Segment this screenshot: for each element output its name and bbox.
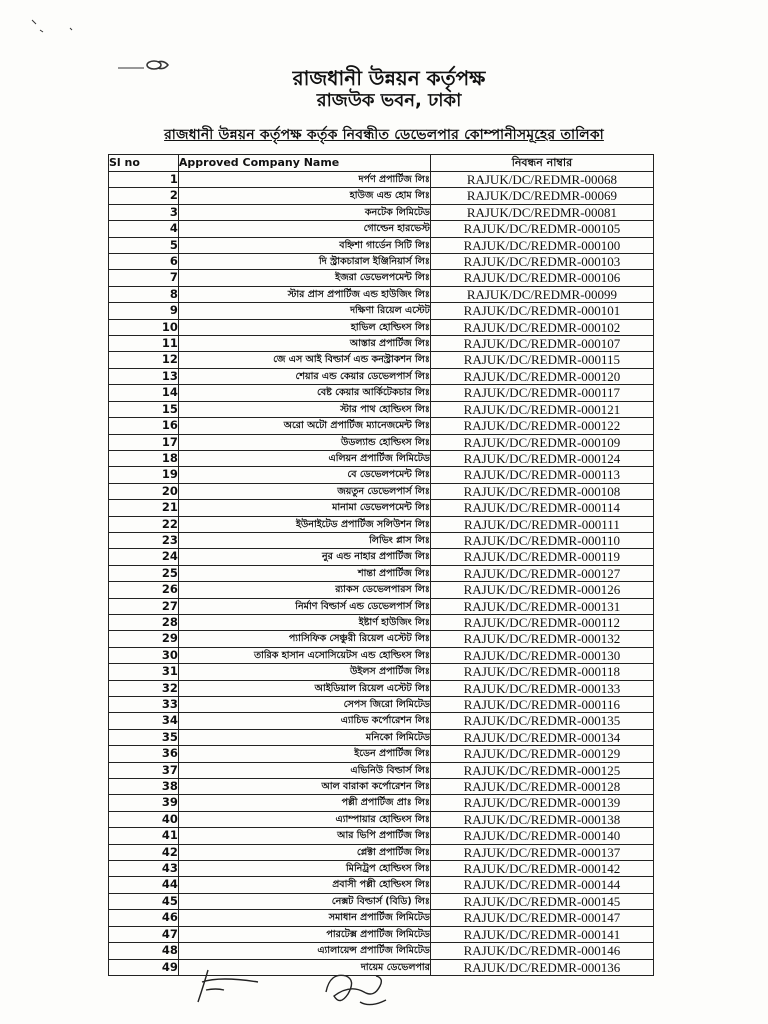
registration-number-cell: RAJUK/DC/REDMR-000131: [430, 598, 653, 614]
company-name-cell: বহ্নিশা গার্ডেন সিটি লিঃ: [178, 237, 430, 253]
table-header-row: [109, 155, 654, 172]
registration-number-cell: RAJUK/DC/REDMR-000115: [430, 352, 653, 368]
serial-cell: 24: [109, 549, 179, 565]
company-name-cell: পারটেক্স প্রপার্টিজ লিমিটেড: [178, 926, 430, 942]
registration-number-cell: RAJUK/DC/REDMR-000146: [430, 943, 653, 959]
registration-number-cell: RAJUK/DC/REDMR-000119: [430, 549, 653, 565]
company-name-cell: র‍্যাকস ডেভেলপারস লিঃ: [178, 582, 430, 598]
registration-number-cell: RAJUK/DC/REDMR-000127: [430, 565, 653, 581]
registration-number-cell: RAJUK/DC/REDMR-000125: [430, 762, 653, 778]
company-name-cell: সমাধান প্রপার্টিজ লিমিটেড: [178, 910, 430, 926]
company-name-cell: এভিনিউ বিল্ডার্স লিঃ: [178, 762, 430, 778]
registration-number-cell: RAJUK/DC/REDMR-000111: [430, 516, 653, 532]
table-row: [109, 319, 654, 335]
company-name-cell: ইজরা ডেভেলপমেন্ট লিঃ: [178, 270, 430, 286]
registration-number-cell: RAJUK/DC/REDMR-000134: [430, 729, 653, 745]
registration-number-cell: RAJUK/DC/REDMR-000144: [430, 877, 653, 893]
serial-cell: 5: [109, 237, 179, 253]
signature-2: [320, 962, 392, 1014]
company-name-cell: আস্তার প্রপার্টিজ লিঃ: [178, 336, 430, 352]
registration-number-cell: RAJUK/DC/REDMR-000110: [430, 532, 653, 548]
serial-cell: 20: [109, 483, 179, 499]
table-row: [109, 598, 654, 614]
serial-cell: 34: [109, 713, 179, 729]
table-row: [109, 861, 654, 877]
registration-number-cell: RAJUK/DC/REDMR-000139: [430, 795, 653, 811]
company-name-cell: গোল্ডেন হারভেস্ট: [178, 221, 430, 237]
serial-cell: 31: [109, 664, 179, 680]
table-row: [109, 270, 654, 286]
serial-cell: 23: [109, 532, 179, 548]
developer-company-table: [108, 154, 654, 976]
company-name-cell: আইডিয়াল রিয়েল এস্টেট লিঃ: [178, 680, 430, 696]
table-row: [109, 254, 654, 270]
company-name-cell: হাভিল হোল্ডিংস লিঃ: [178, 319, 430, 335]
company-name-cell: স্টার পাথ হোল্ডিংস লিঃ: [178, 401, 430, 417]
serial-cell: 22: [109, 516, 179, 532]
table-row: [109, 467, 654, 483]
table-row: [109, 697, 654, 713]
table-row: [109, 385, 654, 401]
serial-cell: 45: [109, 893, 179, 909]
registration-number-cell: RAJUK/DC/REDMR-000138: [430, 811, 653, 827]
company-name-cell: আল বারাকা কর্পোরেশন লিঃ: [178, 779, 430, 795]
serial-cell: 43: [109, 861, 179, 877]
serial-cell: 9: [109, 303, 179, 319]
table-row: [109, 368, 654, 384]
registration-number-cell: RAJUK/DC/REDMR-000129: [430, 746, 653, 762]
company-name-cell: আর ভিপি প্রপার্টিজ লিঃ: [178, 828, 430, 844]
company-name-cell: মিনিট্রপ হোল্ডিংস লিঃ: [178, 861, 430, 877]
table-row: [109, 188, 654, 204]
table-row: [109, 680, 654, 696]
registration-number-cell: RAJUK/DC/REDMR-00099: [430, 286, 653, 302]
table-row: [109, 828, 654, 844]
serial-cell: 19: [109, 467, 179, 483]
table-row: [109, 516, 654, 532]
company-name-cell: স্টার প্রাস প্রপার্টিজ এন্ড হাউজিং লিঃ: [178, 286, 430, 302]
company-name-cell: এ্যাম্পায়ার হোল্ডিংস লিঃ: [178, 811, 430, 827]
table-row: [109, 401, 654, 417]
serial-cell: 37: [109, 762, 179, 778]
registration-number-cell: RAJUK/DC/REDMR-000100: [430, 237, 653, 253]
serial-cell: 17: [109, 434, 179, 450]
serial-cell: 44: [109, 877, 179, 893]
serial-cell: 25: [109, 565, 179, 581]
table-row: [109, 729, 654, 745]
serial-cell: 4: [109, 221, 179, 237]
table-row: [109, 844, 654, 860]
registration-number-cell: RAJUK/DC/REDMR-000147: [430, 910, 653, 926]
company-name-cell: লিভিং প্লাস লিঃ: [178, 532, 430, 548]
company-name-cell: প্রবাসী পল্লী হোল্ডিংস লিঃ: [178, 877, 430, 893]
registration-number-cell: RAJUK/DC/REDMR-000118: [430, 664, 653, 680]
serial-cell: 29: [109, 631, 179, 647]
company-name-cell: বে ডেভেলপমেন্ট লিঃ: [178, 467, 430, 483]
serial-cell: 3: [109, 204, 179, 220]
table-row: [109, 286, 654, 302]
header-company-name: Approved Company Name: [178, 155, 430, 172]
table-row: [109, 926, 654, 942]
serial-cell: 36: [109, 746, 179, 762]
header-registration-number: নিবন্ধন নাম্বার: [430, 155, 653, 172]
serial-cell: 13: [109, 368, 179, 384]
registration-number-cell: RAJUK/DC/REDMR-00081: [430, 204, 653, 220]
serial-cell: 10: [109, 319, 179, 335]
serial-cell: 35: [109, 729, 179, 745]
company-name-cell: সেপস জিরো লিমিটেড: [178, 697, 430, 713]
registration-number-cell: RAJUK/DC/REDMR-000112: [430, 614, 653, 630]
organization-address: রাজউক ভবন, ঢাকা: [316, 90, 462, 111]
document-header: [0, 66, 768, 112]
table-row: [109, 303, 654, 319]
company-name-cell: অরো অটো প্রপার্টিজ ম্যানেজমেন্ট লিঃ: [178, 418, 430, 434]
serial-cell: 47: [109, 926, 179, 942]
company-name-cell: বেষ্ট কেয়ার আর্কিটেকচার লিঃ: [178, 385, 430, 401]
serial-cell: 26: [109, 582, 179, 598]
serial-cell: 41: [109, 828, 179, 844]
table-row: [109, 336, 654, 352]
table-row: [109, 795, 654, 811]
table-row: [109, 713, 654, 729]
serial-cell: 11: [109, 336, 179, 352]
serial-cell: 40: [109, 811, 179, 827]
table-row: [109, 418, 654, 434]
table-row: [109, 500, 654, 516]
serial-cell: 33: [109, 697, 179, 713]
table-row: [109, 532, 654, 548]
serial-cell: 28: [109, 614, 179, 630]
company-name-cell: নুর এন্ড নাহার প্রপার্টিজ লিঃ: [178, 549, 430, 565]
serial-cell: 21: [109, 500, 179, 516]
serial-cell: 6: [109, 254, 179, 270]
table-row: [109, 664, 654, 680]
registration-number-cell: RAJUK/DC/REDMR-000132: [430, 631, 653, 647]
registration-number-cell: RAJUK/DC/REDMR-000121: [430, 401, 653, 417]
registration-number-cell: RAJUK/DC/REDMR-000117: [430, 385, 653, 401]
serial-cell: 48: [109, 943, 179, 959]
company-name-cell: হাউজ এন্ড হোম লিঃ: [178, 188, 430, 204]
company-name-cell: এ্যালায়েন্স প্রপার্টিজ লিমিটেড: [178, 943, 430, 959]
registration-number-cell: RAJUK/DC/REDMR-000103: [430, 254, 653, 270]
serial-cell: 2: [109, 188, 179, 204]
table-row: [109, 631, 654, 647]
serial-cell: 15: [109, 401, 179, 417]
registration-number-cell: RAJUK/DC/REDMR-000145: [430, 893, 653, 909]
serial-cell: 39: [109, 795, 179, 811]
serial-cell: 32: [109, 680, 179, 696]
registration-number-cell: RAJUK/DC/REDMR-000101: [430, 303, 653, 319]
company-name-cell: পল্লী প্রপার্টিজ প্রাঃ লিঃ: [178, 795, 430, 811]
company-name-cell: শেয়ার এন্ড কেয়ার ডেভেলপার্স লিঃ: [178, 368, 430, 384]
serial-cell: 1: [109, 172, 179, 188]
registration-number-cell: RAJUK/DC/REDMR-000116: [430, 697, 653, 713]
registration-number-cell: RAJUK/DC/REDMR-000106: [430, 270, 653, 286]
company-name-cell: দি স্ট্রাকচারাল ইঞ্জিনিয়ার্স লিঃ: [178, 254, 430, 270]
company-name-cell: উডল্যান্ড হোল্ডিংস লিঃ: [178, 434, 430, 450]
company-name-cell: দায়েম ডেভেলপার: [178, 959, 430, 975]
serial-cell: 46: [109, 910, 179, 926]
serial-cell: 8: [109, 286, 179, 302]
document-title: রাজধানী উন্নয়ন কর্তৃপক্ষ কর্তৃক নিবন্ধীত ডেভেলপার কোম্পানীসমূহের তালিকা: [164, 127, 604, 143]
company-name-cell: উইলস প্রপার্টিজ লিঃ: [178, 664, 430, 680]
registration-number-cell: RAJUK/DC/REDMR-00069: [430, 188, 653, 204]
registration-number-cell: RAJUK/DC/REDMR-000122: [430, 418, 653, 434]
serial-cell: 42: [109, 844, 179, 860]
serial-cell: 14: [109, 385, 179, 401]
company-name-cell: প্লেক্টা প্রপার্টিজ লিঃ: [178, 844, 430, 860]
registration-number-cell: RAJUK/DC/REDMR-000108: [430, 483, 653, 499]
table-row: [109, 943, 654, 959]
company-name-cell: এলিয়ন প্রপার্টিজ লিমিটেড: [178, 450, 430, 466]
company-name-cell: শান্তা প্রপার্টিজ লিঃ: [178, 565, 430, 581]
registration-number-cell: RAJUK/DC/REDMR-000141: [430, 926, 653, 942]
registration-number-cell: RAJUK/DC/REDMR-000120: [430, 368, 653, 384]
company-name-cell: মনিকো লিমিটেড: [178, 729, 430, 745]
registration-number-cell: RAJUK/DC/REDMR-000133: [430, 680, 653, 696]
registration-number-cell: RAJUK/DC/REDMR-000136: [430, 959, 653, 975]
table-row: [109, 779, 654, 795]
table-row: [109, 762, 654, 778]
company-name-cell: জয়তুন ডেভেলপার্স লিঃ: [178, 483, 430, 499]
table-row: [109, 565, 654, 581]
serial-cell: 12: [109, 352, 179, 368]
registration-number-cell: RAJUK/DC/REDMR-000137: [430, 844, 653, 860]
table-row: [109, 910, 654, 926]
company-name-cell: ইষ্টার্ণ হাউজিং লিঃ: [178, 614, 430, 630]
table-row: [109, 237, 654, 253]
table-row: [109, 877, 654, 893]
registration-number-cell: RAJUK/DC/REDMR-00068: [430, 172, 653, 188]
table-row: [109, 893, 654, 909]
company-name-cell: মানামা ডেভেলপমেন্ট লিঃ: [178, 500, 430, 516]
company-name-cell: কনটেক লিমিটেড: [178, 204, 430, 220]
company-name-cell: ইডেন প্রপার্টিজ লিঃ: [178, 746, 430, 762]
registration-number-cell: RAJUK/DC/REDMR-000135: [430, 713, 653, 729]
registration-number-cell: RAJUK/DC/REDMR-000114: [430, 500, 653, 516]
registration-number-cell: RAJUK/DC/REDMR-000105: [430, 221, 653, 237]
registration-number-cell: RAJUK/DC/REDMR-000124: [430, 450, 653, 466]
table-row: [109, 172, 654, 188]
table-row: [109, 647, 654, 663]
company-name-cell: দর্পণ প্রপার্টিজ লিঃ: [178, 172, 430, 188]
company-name-cell: নেক্সট বিল্ডার্স (বিডি) লিঃ: [178, 893, 430, 909]
serial-cell: 16: [109, 418, 179, 434]
company-name-cell: দক্ষিণা রিয়েল এস্টেট: [178, 303, 430, 319]
company-name-cell: প্যাসিফিক সেঞ্চুরী রিয়েল এস্টেট লিঃ: [178, 631, 430, 647]
registration-number-cell: RAJUK/DC/REDMR-000102: [430, 319, 653, 335]
serial-cell: 7: [109, 270, 179, 286]
table-row: [109, 582, 654, 598]
company-name-cell: ইউনাইটেড প্রপার্টিজ সলিউশন লিঃ: [178, 516, 430, 532]
table-row: [109, 352, 654, 368]
registration-number-cell: RAJUK/DC/REDMR-000140: [430, 828, 653, 844]
header-serial: Sl no: [109, 155, 179, 172]
table-row: [109, 549, 654, 565]
serial-cell: 27: [109, 598, 179, 614]
organization-name: রাজধানী উন্নয়ন কর্তৃপক্ষ: [292, 66, 486, 90]
table-row: [109, 483, 654, 499]
serial-cell: 18: [109, 450, 179, 466]
registration-number-cell: RAJUK/DC/REDMR-000126: [430, 582, 653, 598]
company-name-cell: তারিক হাসান এসোসিয়েটস এন্ড হোল্ডিংস লিঃ: [178, 647, 430, 663]
company-name-cell: জে এস আই বিল্ডার্স এন্ড কনস্ট্রাকশন লিঃ: [178, 352, 430, 368]
registration-number-cell: RAJUK/DC/REDMR-000128: [430, 779, 653, 795]
registration-number-cell: RAJUK/DC/REDMR-000109: [430, 434, 653, 450]
table-row: [109, 221, 654, 237]
table-row: [109, 811, 654, 827]
table-body: [109, 172, 654, 976]
company-name-cell: নির্মাণ বিল্ডার্স এন্ড ডেভেলপার্স লিঃ: [178, 598, 430, 614]
table-row: [109, 204, 654, 220]
registration-number-cell: RAJUK/DC/REDMR-000107: [430, 336, 653, 352]
table-row: [109, 746, 654, 762]
table-row: [109, 614, 654, 630]
signature-1: [190, 962, 270, 1008]
registration-number-cell: RAJUK/DC/REDMR-000113: [430, 467, 653, 483]
serial-cell: 49: [109, 959, 179, 975]
serial-cell: 38: [109, 779, 179, 795]
registration-number-cell: RAJUK/DC/REDMR-000142: [430, 861, 653, 877]
scan-marks: [30, 18, 90, 48]
table-row: [109, 450, 654, 466]
registration-number-cell: RAJUK/DC/REDMR-000130: [430, 647, 653, 663]
table-row: [109, 434, 654, 450]
serial-cell: 30: [109, 647, 179, 663]
company-name-cell: এ্যাচিভ কর্পোরেশন লিঃ: [178, 713, 430, 729]
